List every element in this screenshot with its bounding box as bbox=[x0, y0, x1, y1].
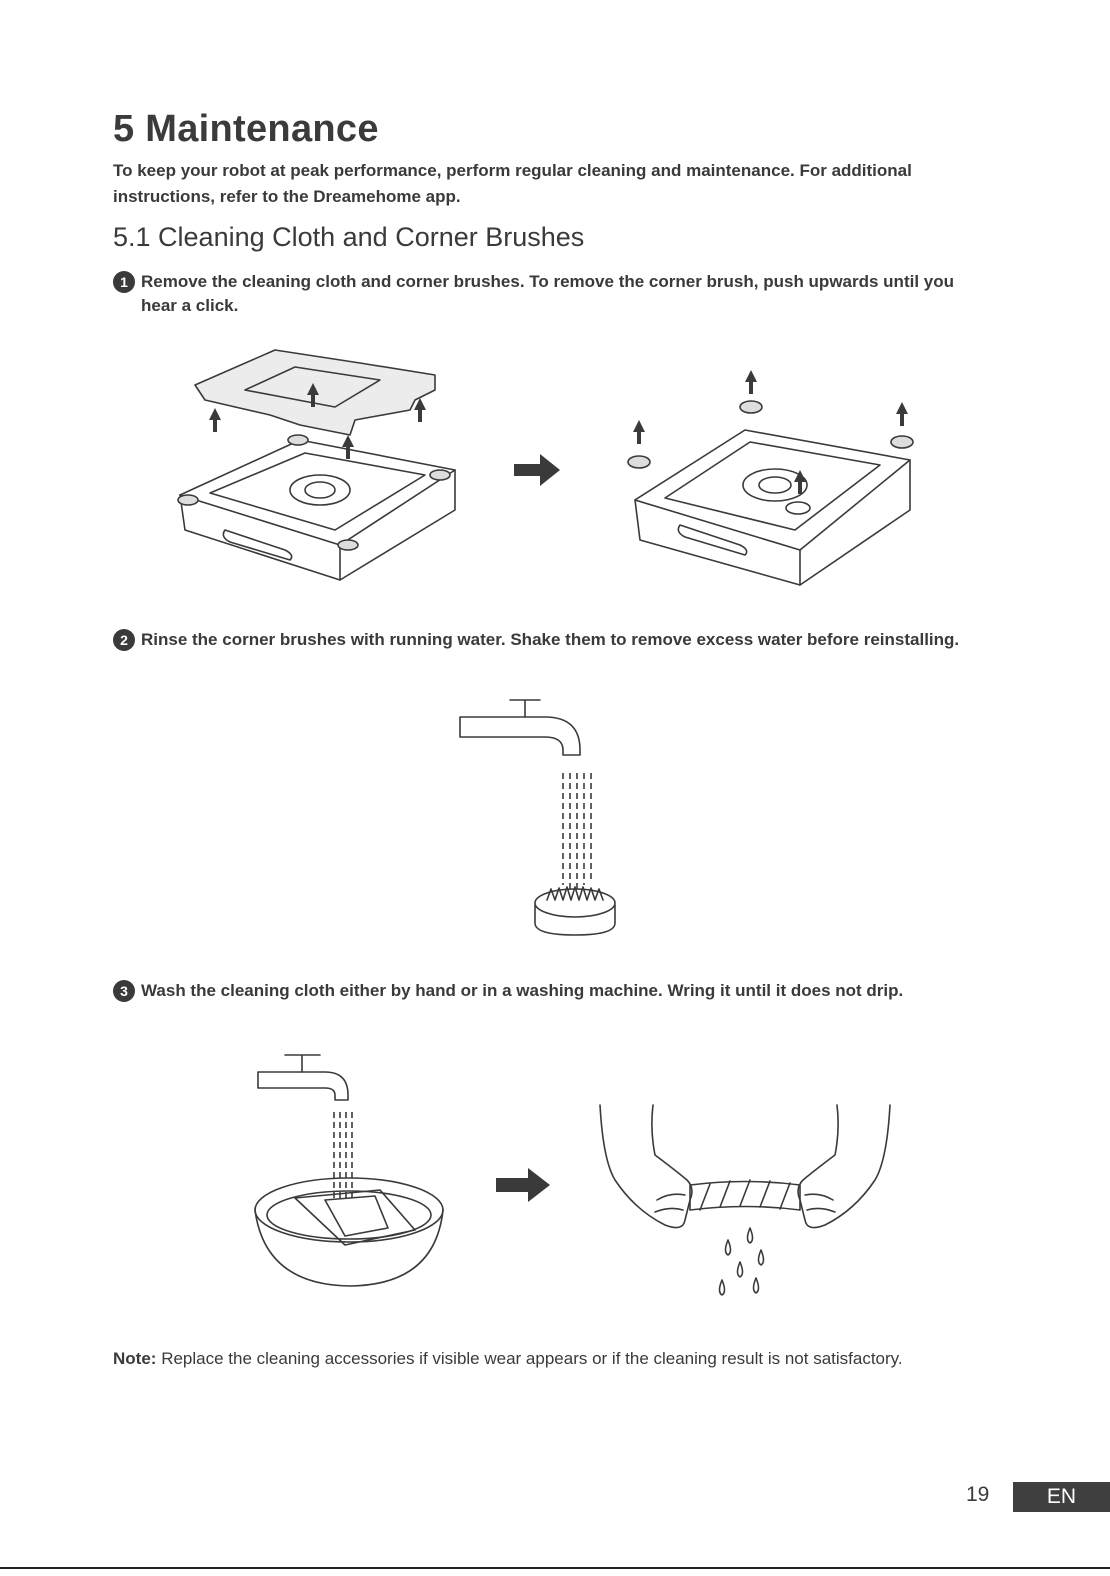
step-3 bbox=[113, 979, 1013, 1003]
step-2 bbox=[113, 628, 1013, 652]
faucet-rinsing-brush-illustration bbox=[455, 695, 625, 940]
page-number: 19 bbox=[966, 1483, 990, 1506]
step-number-badge: 3 bbox=[113, 980, 135, 1002]
step-1 bbox=[113, 270, 993, 318]
note-text: Replace the cleaning accessories if visible wear appears or if the cleaning result is not satisfactory. bbox=[161, 1349, 903, 1368]
robot-cloth-removal-illustration bbox=[170, 345, 470, 585]
hands-wringing-cloth-illustration bbox=[595, 1100, 895, 1300]
bottom-border bbox=[0, 1567, 1110, 1569]
note-label: Note: bbox=[113, 1349, 157, 1368]
step-number-badge: 2 bbox=[113, 629, 135, 651]
step-text: Rinse the corner brushes with running water. Shake them to remove excess water before reinstalling. bbox=[141, 630, 960, 649]
arrow-right-icon bbox=[514, 452, 562, 488]
bowl-washing-cloth-illustration bbox=[250, 1050, 450, 1290]
chapter-title: 5 Maintenance bbox=[113, 108, 379, 150]
step-text: Wash the cleaning cloth either by hand or in a washing machine. Wring it until it does not drip. bbox=[141, 981, 904, 1000]
note bbox=[113, 1349, 903, 1369]
arrow-right-icon bbox=[496, 1166, 552, 1204]
step-text: Remove the cleaning cloth and corner brushes. To remove the corner brush, push upwards until you hear a click. bbox=[141, 272, 954, 315]
robot-brush-removal-illustration bbox=[620, 370, 920, 595]
step-number-badge: 1 bbox=[113, 271, 135, 293]
intro-paragraph: To keep your robot at peak performance, perform regular cleaning and maintenance. For additional instructions, refer to the Dreamehome app. bbox=[113, 161, 912, 206]
section-title: 5.1 Cleaning Cloth and Corner Brushes bbox=[113, 222, 585, 252]
language-tab: EN bbox=[1013, 1482, 1110, 1512]
